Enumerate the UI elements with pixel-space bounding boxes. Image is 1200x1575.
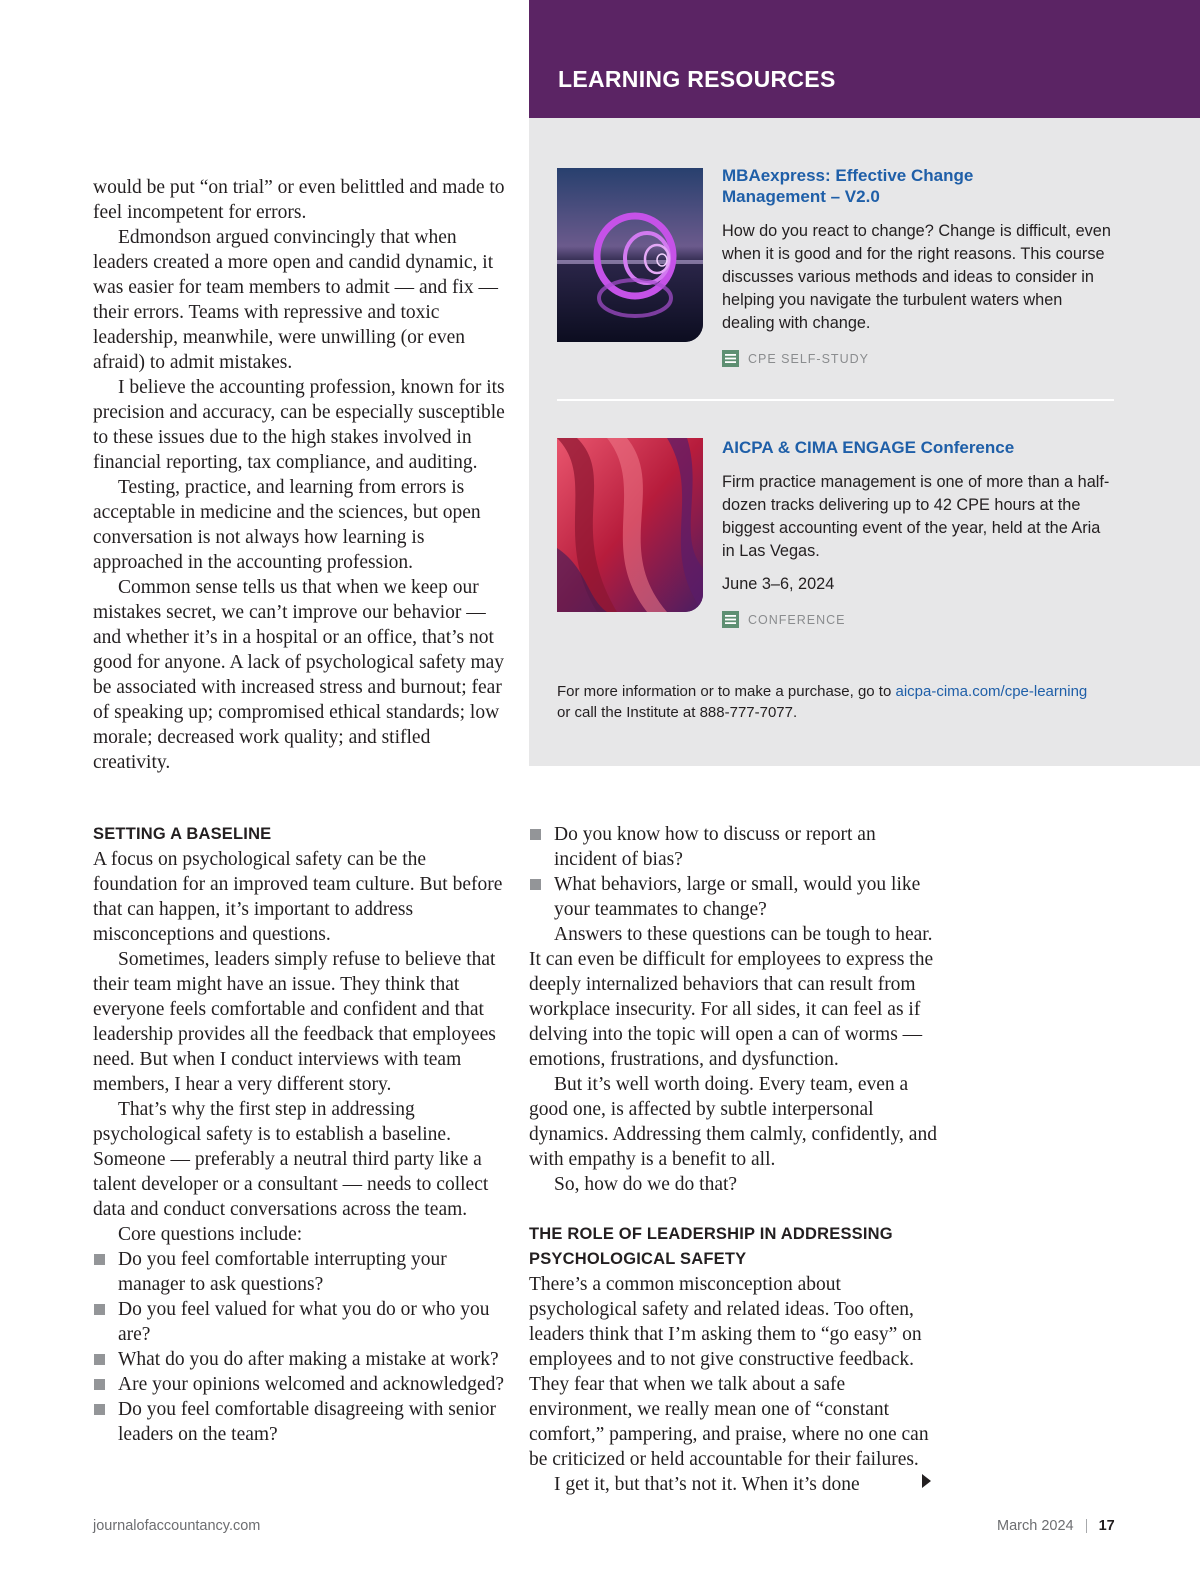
divider: [557, 399, 1114, 401]
abstract-waves-image: [557, 438, 703, 612]
learning-resources-box: [529, 118, 1200, 766]
section-heading: THE ROLE OF LEADERSHIP IN ADDRESSING PSYCHOLOGICAL SAFETY: [529, 1225, 893, 1268]
learning-resources-title: LEARNING RESOURCES: [558, 66, 836, 92]
bullet-square-icon: [94, 1254, 105, 1265]
page-footer-right: [997, 1518, 1115, 1534]
page-number: 17: [1098, 1518, 1115, 1534]
course-tag: CPE SELF-STUDY: [722, 350, 869, 367]
cpe-learning-link[interactable]: aicpa-cima.com/cpe-learning: [895, 683, 1088, 700]
paragraph: I believe the accounting profession, known for its precision and accuracy, can be especially susceptible to these issues due to the high stakes involved in financial reporting, tax compliance, and auditing.: [93, 377, 505, 473]
course-description: How do you react to change? Change is difficult, even when it is good and for the right reasons. This course discusses various methods and ideas to consider in helping you navigate the turbulent waters when dealing with change.: [722, 222, 1111, 332]
paragraph: Sometimes, leaders simply refuse to believe that their team might have an issue. They think that everyone feels comfortable and confident and that leadership provides all the feedback that employees need. But when I conduct interviews with team members, I hear a very different story.: [93, 949, 496, 1095]
bullet-square-icon: [94, 1304, 105, 1315]
conference-title-link[interactable]: AICPA & CIMA ENGAGE Conference: [722, 438, 1015, 457]
left-column-top: [93, 175, 508, 775]
continue-arrow-icon: [920, 1473, 932, 1489]
question-list-continued: [529, 822, 941, 922]
paragraph: Core questions include:: [118, 1224, 303, 1245]
footer-divider: [1086, 1519, 1087, 1533]
paragraph: would be put “on trial” or even belittled and made to feel incompetent for errors.: [93, 177, 505, 223]
paragraph: Answers to these questions can be tough to hear. It can even be difficult for employees to express the deeply internalized behaviors that can result from workplace insecurity. For all sides, it can feel as if delving into the topic will open a can of worms — emotions, frustrations, and dysfunction.: [529, 924, 934, 1070]
list-item: Are your opinions welcomed and acknowledged?: [93, 1372, 508, 1397]
course-title-link[interactable]: MBAexpress: Effective Change Management – V2.0: [722, 166, 974, 206]
conference-date: June 3–6, 2024: [722, 575, 835, 593]
bullet-square-icon: [530, 829, 541, 840]
learning-resources-header: [529, 0, 1200, 118]
paragraph: So, how do we do that?: [554, 1174, 738, 1195]
bullet-square-icon: [94, 1354, 105, 1365]
light-ring-image: [557, 168, 703, 342]
change-management-thumbnail[interactable]: [557, 168, 703, 342]
issue-date: March 2024: [997, 1518, 1074, 1534]
paragraph: A focus on psychological safety can be the foundation for an improved team culture. But before that can happen, it’s important to address misconceptions and questions.: [93, 849, 503, 945]
paragraph: Testing, practice, and learning from errors is acceptable in medicine and the sciences, but open conversation is not always how learning is approached in the accounting profession.: [93, 477, 481, 573]
bullet-square-icon: [94, 1379, 105, 1390]
document-list-icon: [722, 350, 739, 367]
list-item: Do you know how to discuss or report an incident of bias?: [529, 822, 941, 872]
conference-thumbnail[interactable]: [557, 438, 703, 612]
section-heading: SETTING A BASELINE: [93, 825, 272, 843]
paragraph: But it’s well worth doing. Every team, even a good one, is affected by subtle interpersonal dynamics. Addressing them calmly, confidently, and with empathy is a benefit to all.: [529, 1074, 937, 1170]
conference-description: Firm practice management is one of more than a half-dozen tracks delivering up to 42 CPE hours at the biggest accounting event of the year, held at the Aria in Las Vegas.: [722, 473, 1110, 560]
paragraph: I get it, but that’s not it. When it’s done: [554, 1474, 860, 1495]
right-column-bottom: [529, 822, 941, 1497]
site-url: journalofaccountancy.com: [93, 1518, 261, 1534]
question-list: [93, 1247, 508, 1447]
bullet-square-icon: [94, 1404, 105, 1415]
list-item: What behaviors, large or small, would you like your teammates to change?: [529, 872, 941, 922]
paragraph: Common sense tells us that when we keep our mistakes secret, we can’t improve our behavior — and whether it’s in a hospital or an office, that’s not good for anyone. A lack of psychological safety may be associated with increased stress and burnout; fear of speaking up; compromised ethical standards; low morale; decreased work quality; and stifled creativity.: [93, 577, 505, 773]
paragraph: There’s a common misconception about psychological safety and related ideas. Too often, leaders think that I’m asking them to “go easy” on employees and to not give constructive feedback. They fear that when we talk about a safe environment, we really mean one of “constant comfort,” pampering, and praise, where no one can be criticized or held accountable for their failures.: [529, 1274, 929, 1470]
bullet-square-icon: [530, 879, 541, 890]
conference-tag: CONFERENCE: [722, 611, 846, 628]
left-column-bottom: [93, 822, 508, 1447]
list-item: What do you do after making a mistake at work?: [93, 1347, 508, 1372]
paragraph: Edmondson argued convincingly that when leaders created a more open and candid dynamic, it was easier for team members to admit — and fix — their errors. Teams with repressive and toxic leadership, meanwhile, were unwilling (or even afraid) to admit mistakes.: [93, 227, 499, 373]
paragraph: That’s why the first step in addressing psychological safety is to establish a baseline. Someone — preferably a neutral third party like a talent developer or a consultant — needs to collect data and conduct conversations across the team.: [93, 1099, 489, 1220]
resources-footer-note: For more information or to make a purchase, go to aicpa-cima.com/cpe-learning or call the Institute at 888-777-7077.: [557, 683, 1088, 721]
list-item: Do you feel valued for what you do or who you are?: [93, 1297, 508, 1347]
document-list-icon: [722, 611, 739, 628]
list-item: Do you feel comfortable disagreeing with senior leaders on the team?: [93, 1397, 508, 1447]
list-item: Do you feel comfortable interrupting your manager to ask questions?: [93, 1247, 508, 1297]
